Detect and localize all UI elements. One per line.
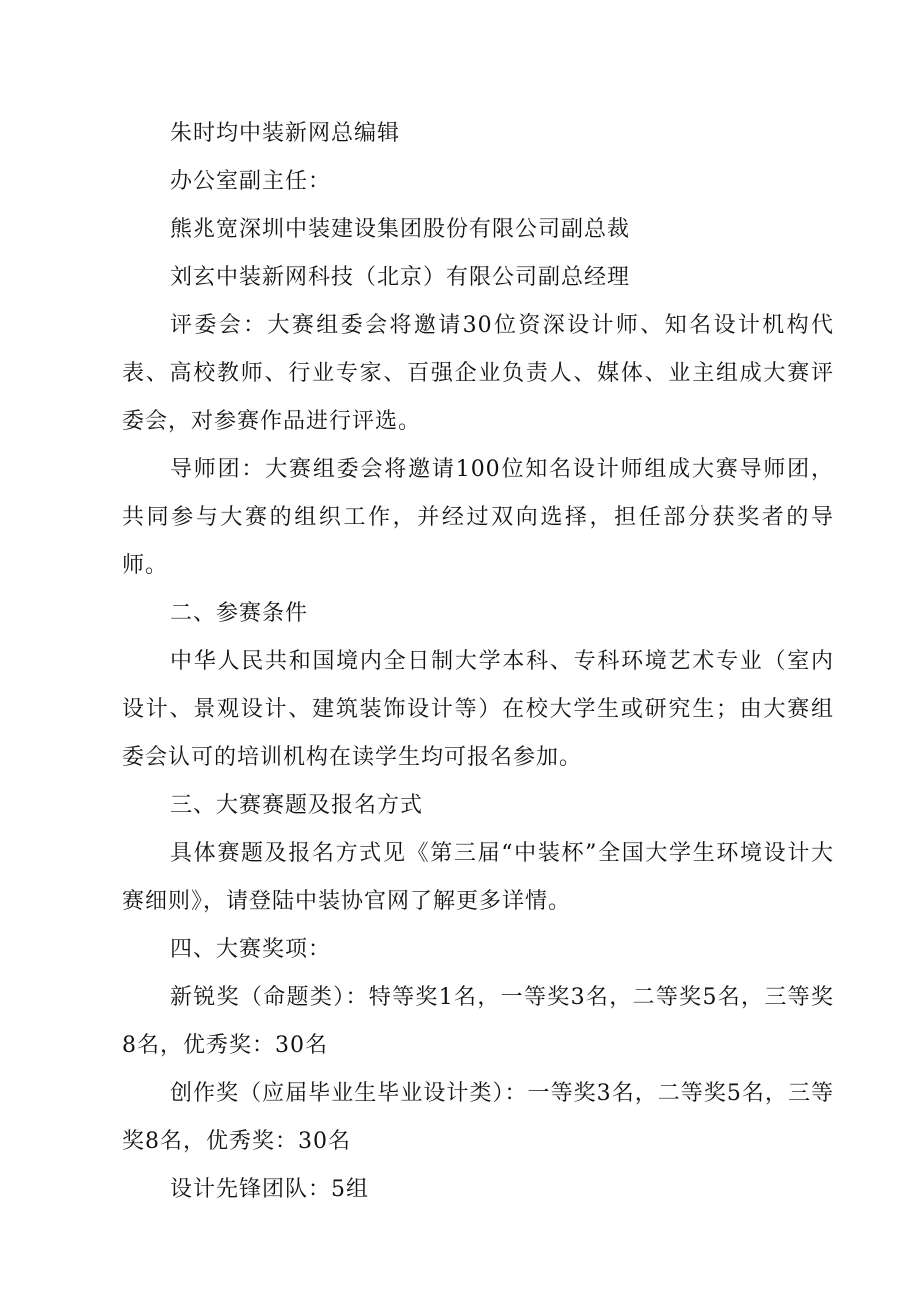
paragraph-award-creation: 创作奖（应届毕业生毕业设计类）：一等奖3名，二等奖5名，三等奖8名，优秀奖：30名 <box>122 1081 834 1154</box>
section-heading-conditions: 二、参赛条件 <box>170 601 309 626</box>
paragraph-conditions: 中华人民共和国境内全日制大学本科、专科环境艺术专业（室内设计、景观设计、建筑装饰设计等）在校大学生或研究生；由大赛组委会认可的培训机构在读学生均可报名参加。 <box>122 649 834 770</box>
paragraph-award-newcomer: 新锐奖（命题类）：特等奖1名，一等奖3名，二等奖5名，三等奖8名，优秀奖：30名 <box>122 985 834 1058</box>
document-body <box>122 110 834 1214</box>
section-heading-awards: 四、大赛奖项： <box>170 937 332 962</box>
section-heading-topics: 三、大赛赛题及报名方式 <box>170 793 424 818</box>
paragraph-office-deputy-heading: 办公室副主任： <box>170 169 332 194</box>
paragraph-deputy-1: 熊兆宽深圳中装建设集团股份有限公司副总裁 <box>170 217 631 242</box>
paragraph-mentors: 导师团：大赛组委会将邀请100位知名设计师组成大赛导师团，共同参与大赛的组织工作，并经过双向选择，担任部分获奖者的导师。 <box>122 457 834 578</box>
paragraph-jury: 评委会：大赛组委会将邀请30位资深设计师、知名设计机构代表、高校教师、行业专家、百强企业负责人、媒体、业主组成大赛评委会，对参赛作品进行评选。 <box>122 313 834 434</box>
paragraph-editor: 朱时均中装新网总编辑 <box>170 121 401 146</box>
paragraph-deputy-2: 刘玄中装新网科技（北京）有限公司副总经理 <box>170 265 631 290</box>
paragraph-topics: 具体赛题及报名方式见《第三届“中装杯”全国大学生环境设计大赛细则》，请登陆中装协官网了解更多详情。 <box>122 841 834 914</box>
paragraph-award-team: 设计先锋团队：5组 <box>170 1177 369 1202</box>
